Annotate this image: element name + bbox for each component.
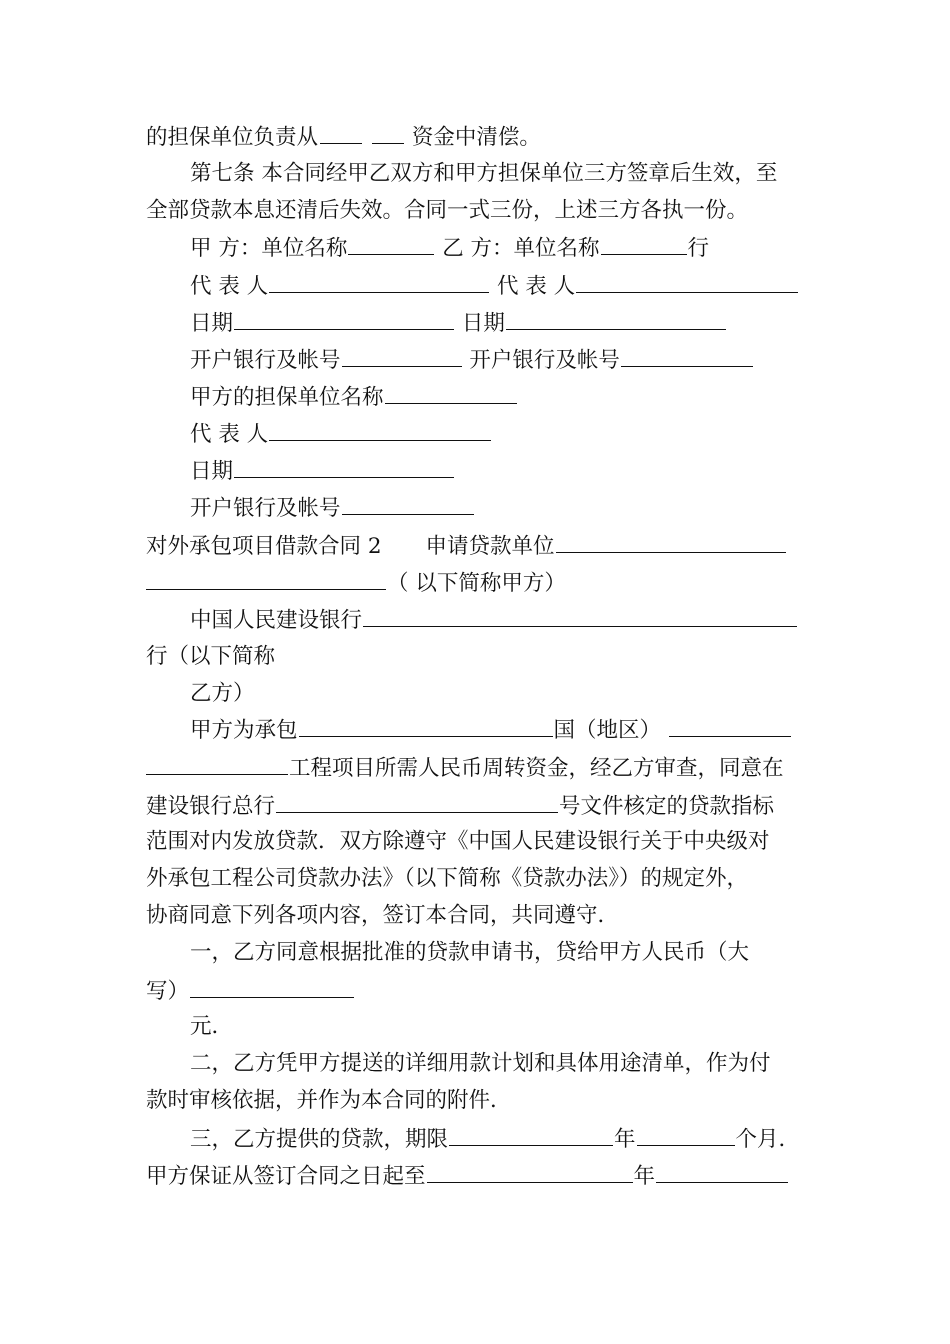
guarantor-bank-line: 开户银行及帐号 [190,493,475,521]
clause-three-cont: 甲方保证从签订合同之日起至 年 [146,1161,789,1189]
clause-seven-cont: 全部贷款本息还清后失效。合同一式三份，上述三方各执一份。 [146,198,749,223]
bank-account-line: 开户银行及帐号 开户银行及帐号 [190,345,754,373]
bank-name-line: 中国人民建设银行 [190,605,798,633]
project-funds-line: 工程项目所需人民币周转资金，经乙方审查，同意在 [146,753,784,781]
party-names-line: 甲 方：单位名称 乙 方：单位名称 行 [190,233,709,261]
party-a-abbrev-line: （ 以下简称甲方） [146,568,566,596]
clause-six-tail: 的担保单位负责从 资金中清偿。 [146,122,541,150]
representative-line: 代 表 人 代 表 人 [190,271,799,299]
contracting-country-line: 甲方为承包 国（地区） [190,715,792,743]
clause-one-amount-line: 写） [146,976,355,1004]
party-b-label: 乙方） [190,681,255,706]
guarantor-date-line: 日期 [190,456,455,484]
date-line: 日期 日期 [190,308,727,336]
guarantor-name-line: 甲方的担保单位名称 [190,382,518,410]
guarantor-representative-line: 代 表 人 [190,419,492,447]
scope-line: 范围对内发放贷款．双方除遵守《中国人民建设银行关于中央级对 [146,829,770,854]
loan-regulation-line: 外承包工程公司贷款办法》（以下简称《贷款办法》）的规定外， [146,866,749,891]
agreement-line: 协商同意下列各项内容，签订本合同，共同遵守． [146,903,620,928]
contract-two-title-line: 对外承包项目借款合同 2 申请贷款单位 [146,531,787,559]
clause-seven: 第七条 本合同经甲乙双方和甲方担保单位三方签章后生效，至 [190,161,778,186]
head-office-line: 建设银行总行 号文件核定的贷款指标 [146,791,774,819]
clause-one-yuan: 元． [190,1014,234,1039]
clause-three: 三，乙方提供的贷款，期限 年 个月． [190,1124,800,1152]
party-b-abbrev-line: 行（以下简称 [146,644,276,669]
clause-one: 一，乙方同意根据批准的贷款申请书，贷给甲方人民币（大 [190,940,750,965]
clause-two: 二，乙方凭甲方提送的详细用款计划和具体用途清单，作为付 [190,1051,771,1076]
clause-two-cont: 款时审核依据，并作为本合同的附件． [146,1088,512,1113]
